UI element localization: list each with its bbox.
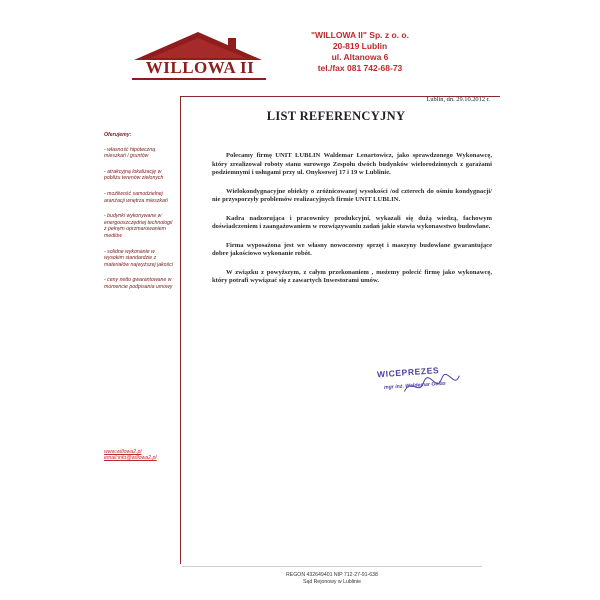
email-link[interactable]: email:info@willowa2.pl [104, 455, 157, 462]
company-phone: tel./fax 081 742-68-73 [317, 63, 403, 73]
website-link[interactable]: www.willowa2.pl [104, 449, 142, 455]
letter-paragraph: W związku z powyższym, z całym przekonaniem , możemy polecić firmę jako wykonawcę, który potrafi wywiązać się z zawartych Inwestorami umów. [212, 268, 492, 284]
letter-paragraph: Kadra nadzorująca i pracownicy produkcyjni, wykazali się dużą wiedzą, fachowym doświadczeniem i zaangażowaniem w rozwiązywaniu zadań jakie stawia wykonawstwo budowlane. [212, 214, 492, 230]
footer-divider [182, 566, 482, 567]
signature-stamp [377, 363, 476, 410]
company-name: "WILLOWA II" Sp. z o. o. [311, 30, 409, 40]
sidebar-item: - budynki wykonywane w energooszczędnej technologii z pełnym oprzmarowaniem mediów [104, 213, 173, 239]
sidebar-item: - ceny netto gwarantowane w momencie podpisania umowy [104, 277, 173, 290]
letter-paragraph: Wielokondygnacyjne obiekty o zróżnicowanej wysokości /od czterech do ośmiu kondygnacji/ nie przysporzyły problemów realizacyjnych firmie UNIT LUBLIN. [212, 187, 492, 203]
letter-paragraph: Polecamy firmę UNIT LUBLIN Waldemar Lenartowicz, jako sprawdzonego Wykonawcę, który zrealizował roboty stanu surowego Zespołu dwóch budynków wielorodzinnych z garażami podziemnymi i usługami przy ul. Onyksowej 17 i 19 w Lublinie. [212, 152, 492, 176]
footer-registration: REGON 432649401 NIP 712-27-91-638 [286, 572, 378, 578]
stamp-name: mgr inż. Waldemar Gołas [383, 380, 446, 391]
stamp-title: WICEPREZES [376, 365, 440, 380]
sidebar-heading: Oferujemy: [104, 132, 132, 138]
letter-body [212, 152, 492, 296]
sidebar-item: - solidne wykonanie w wysokim standardzie z materiałów najwyższej jakości [104, 248, 173, 268]
logo-underline [132, 78, 266, 80]
sidebar-item: - możliwość samodzielnej aranżacji wnętrza mieszkań [104, 190, 168, 204]
company-info [300, 30, 420, 74]
company-street: ul. Altanowa 6 [331, 52, 389, 62]
sidebar-item: - atrakcyjną lokalizację w pobliżu terenów zielonych [104, 168, 164, 182]
sidebar-item: - własność hipoteczną mieszkań i gruntów [104, 146, 156, 160]
letter-paragraph: Firma wyposażona jest we własny nowoczesny sprzęt i maszyny budowlane gwarantujące dobre jakościowo wykonanie robót. [212, 241, 492, 257]
footer [232, 572, 432, 586]
handwritten-signature-icon [401, 370, 463, 400]
contact-info [104, 449, 194, 462]
footer-court: Sąd Rejonowy w Lublinie [303, 579, 361, 585]
logo-text: WILLOWA II [145, 58, 255, 77]
sidebar-divider [180, 96, 181, 564]
letter-date: Lublin, dn. 29.10.2012 r. [426, 96, 490, 103]
company-postal: 20-819 Lublin [332, 41, 388, 51]
sidebar-offer [104, 132, 174, 300]
letter-title: LIST REFERENCYJNY [266, 109, 406, 123]
